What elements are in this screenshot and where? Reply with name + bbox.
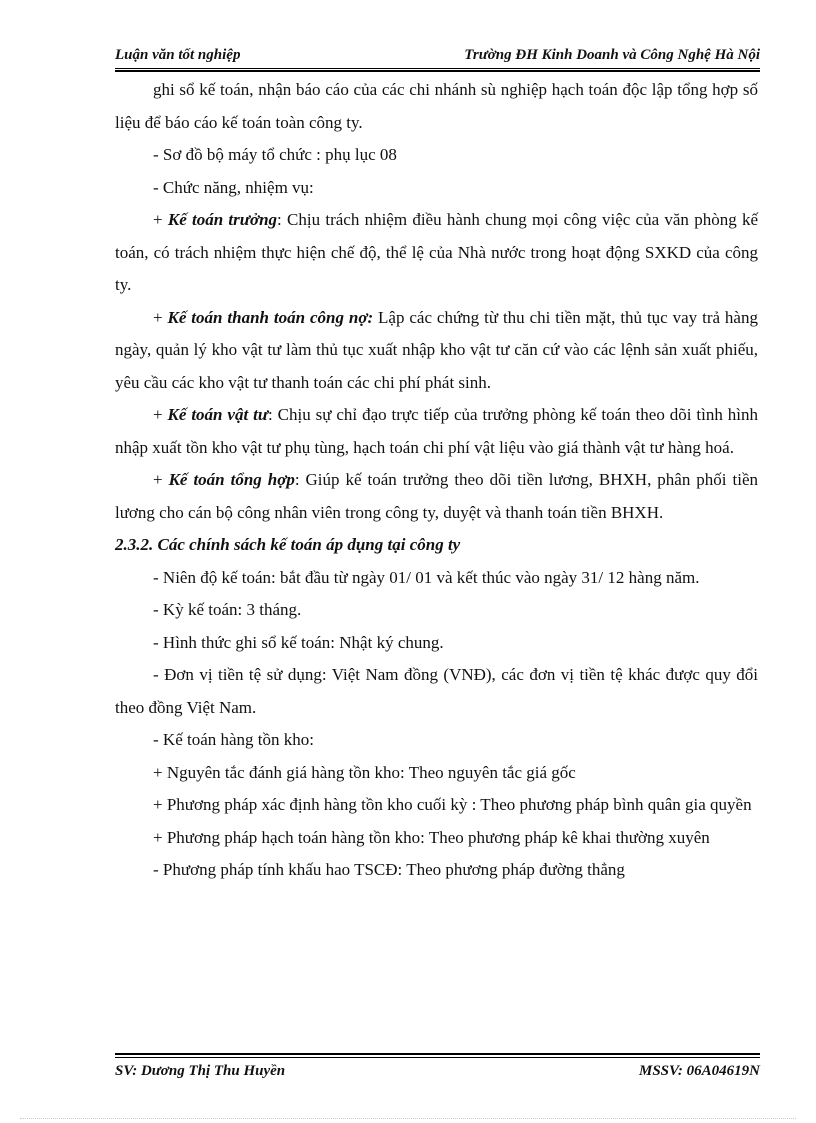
footer-student-id: MSSV: 06A04619N (639, 1063, 760, 1079)
general-accountant-title: Kế toán tổng hợp (168, 470, 295, 489)
page-bottom-dotted-rule (20, 1118, 796, 1119)
general-accountant-paragraph: + Kế toán tổng hợp: Giúp kế toán trưởng theo dõi tiền lương, BHXH, phân phối tiền lương cho cán bộ công nhân viên trong công ty, duyệt và thanh toán tiền BHXH. (115, 470, 758, 522)
header-rule (115, 70, 760, 72)
footer-student-name: SV: Dương Thị Thu Huyền (115, 1063, 286, 1079)
inventory-method-line: + Phương pháp xác định hàng tồn kho cuối kỳ : Theo phương pháp bình quân gia quyền (153, 795, 752, 814)
page-header (115, 46, 760, 69)
document-body (115, 74, 758, 887)
payables-accountant-title: Kế toán thanh toán công nợ: (167, 307, 374, 327)
functions-line: - Chức năng, nhiệm vụ: (153, 177, 314, 197)
depreciation-line: - Phương pháp tính khấu hao TSCĐ: Theo phương pháp đường thẳng (153, 860, 625, 879)
chief-accountant-paragraph: + Kế toán trưởng: Chịu trách nhiệm điều hành chung mọi công việc của văn phòng kế toán, có trách nhiệm thực hiện chế độ, thể lệ của Nhà nước trong hoạt động SXKD của công ty. (115, 210, 758, 294)
fiscal-year-line: - Niên độ kế toán: bắt đầu từ ngày 01/ 01 và kết thúc vào ngày 31/ 12 hàng năm. (153, 567, 700, 587)
materials-accountant-title: Kế toán vật tư (167, 405, 269, 424)
inventory-line: - Kế toán hàng tồn kho: (153, 730, 314, 749)
inventory-accounting-line: + Phương pháp hạch toán hàng tồn kho: Theo phương pháp kê khai thường xuyên (153, 827, 710, 847)
page-footer (115, 1053, 760, 1085)
org-chart-line: - Sơ đồ bộ máy tổ chức : phụ lục 08 (153, 145, 397, 164)
footer-rule (115, 1057, 760, 1058)
header-university-name: Trường ĐH Kinh Doanh và Công Nghệ Hà Nội (464, 47, 760, 63)
currency-line: - Đơn vị tiền tệ sử dụng: Việt Nam đồng (VNĐ), các đơn vị tiền tệ khác được quy đổi theo đồng Việt Nam. (115, 665, 758, 717)
payables-accountant-paragraph: + Kế toán thanh toán công nợ: Lập các chứng từ thu chi tiền mặt, thủ tục vay trả hàng ngày, quản lý kho vật tư làm thủ tục xuất nhập kho vật tư căn cứ vào các lệnh sản xuất phiếu, yêu cầu các kho vật tư thanh toán các chi phí phát sinh. (115, 307, 758, 392)
header-thesis-label: Luận văn tốt nghiệp (115, 47, 241, 63)
inventory-valuation-line: + Nguyên tắc đánh giá hàng tồn kho: Theo nguyên tắc giá gốc (153, 762, 576, 782)
chief-accountant-title: Kế toán trưởng (167, 210, 278, 229)
materials-accountant-paragraph: + Kế toán vật tư: Chịu sự chỉ đạo trực tiếp của trưởng phòng kế toán theo dõi tình hình nhập xuất tồn kho vật tư phụ tùng, hạch toán chi phí vật liệu vào giá thành vật tư hàng hoá. (115, 405, 758, 457)
bookkeeping-form-line: - Hình thức ghi sổ kế toán: Nhật ký chung. (153, 632, 444, 652)
accounting-period-line: - Kỳ kế toán: 3 tháng. (153, 600, 302, 619)
section-heading: 2.3.2. Các chính sách kế toán áp dụng tại công ty (115, 535, 461, 554)
paragraph-continued: ghi sổ kế toán, nhận báo cáo của các chi nhánh sù nghiệp hạch toán độc lập tổng hợp số liệu để báo cáo kế toán toàn công ty. (115, 80, 758, 132)
